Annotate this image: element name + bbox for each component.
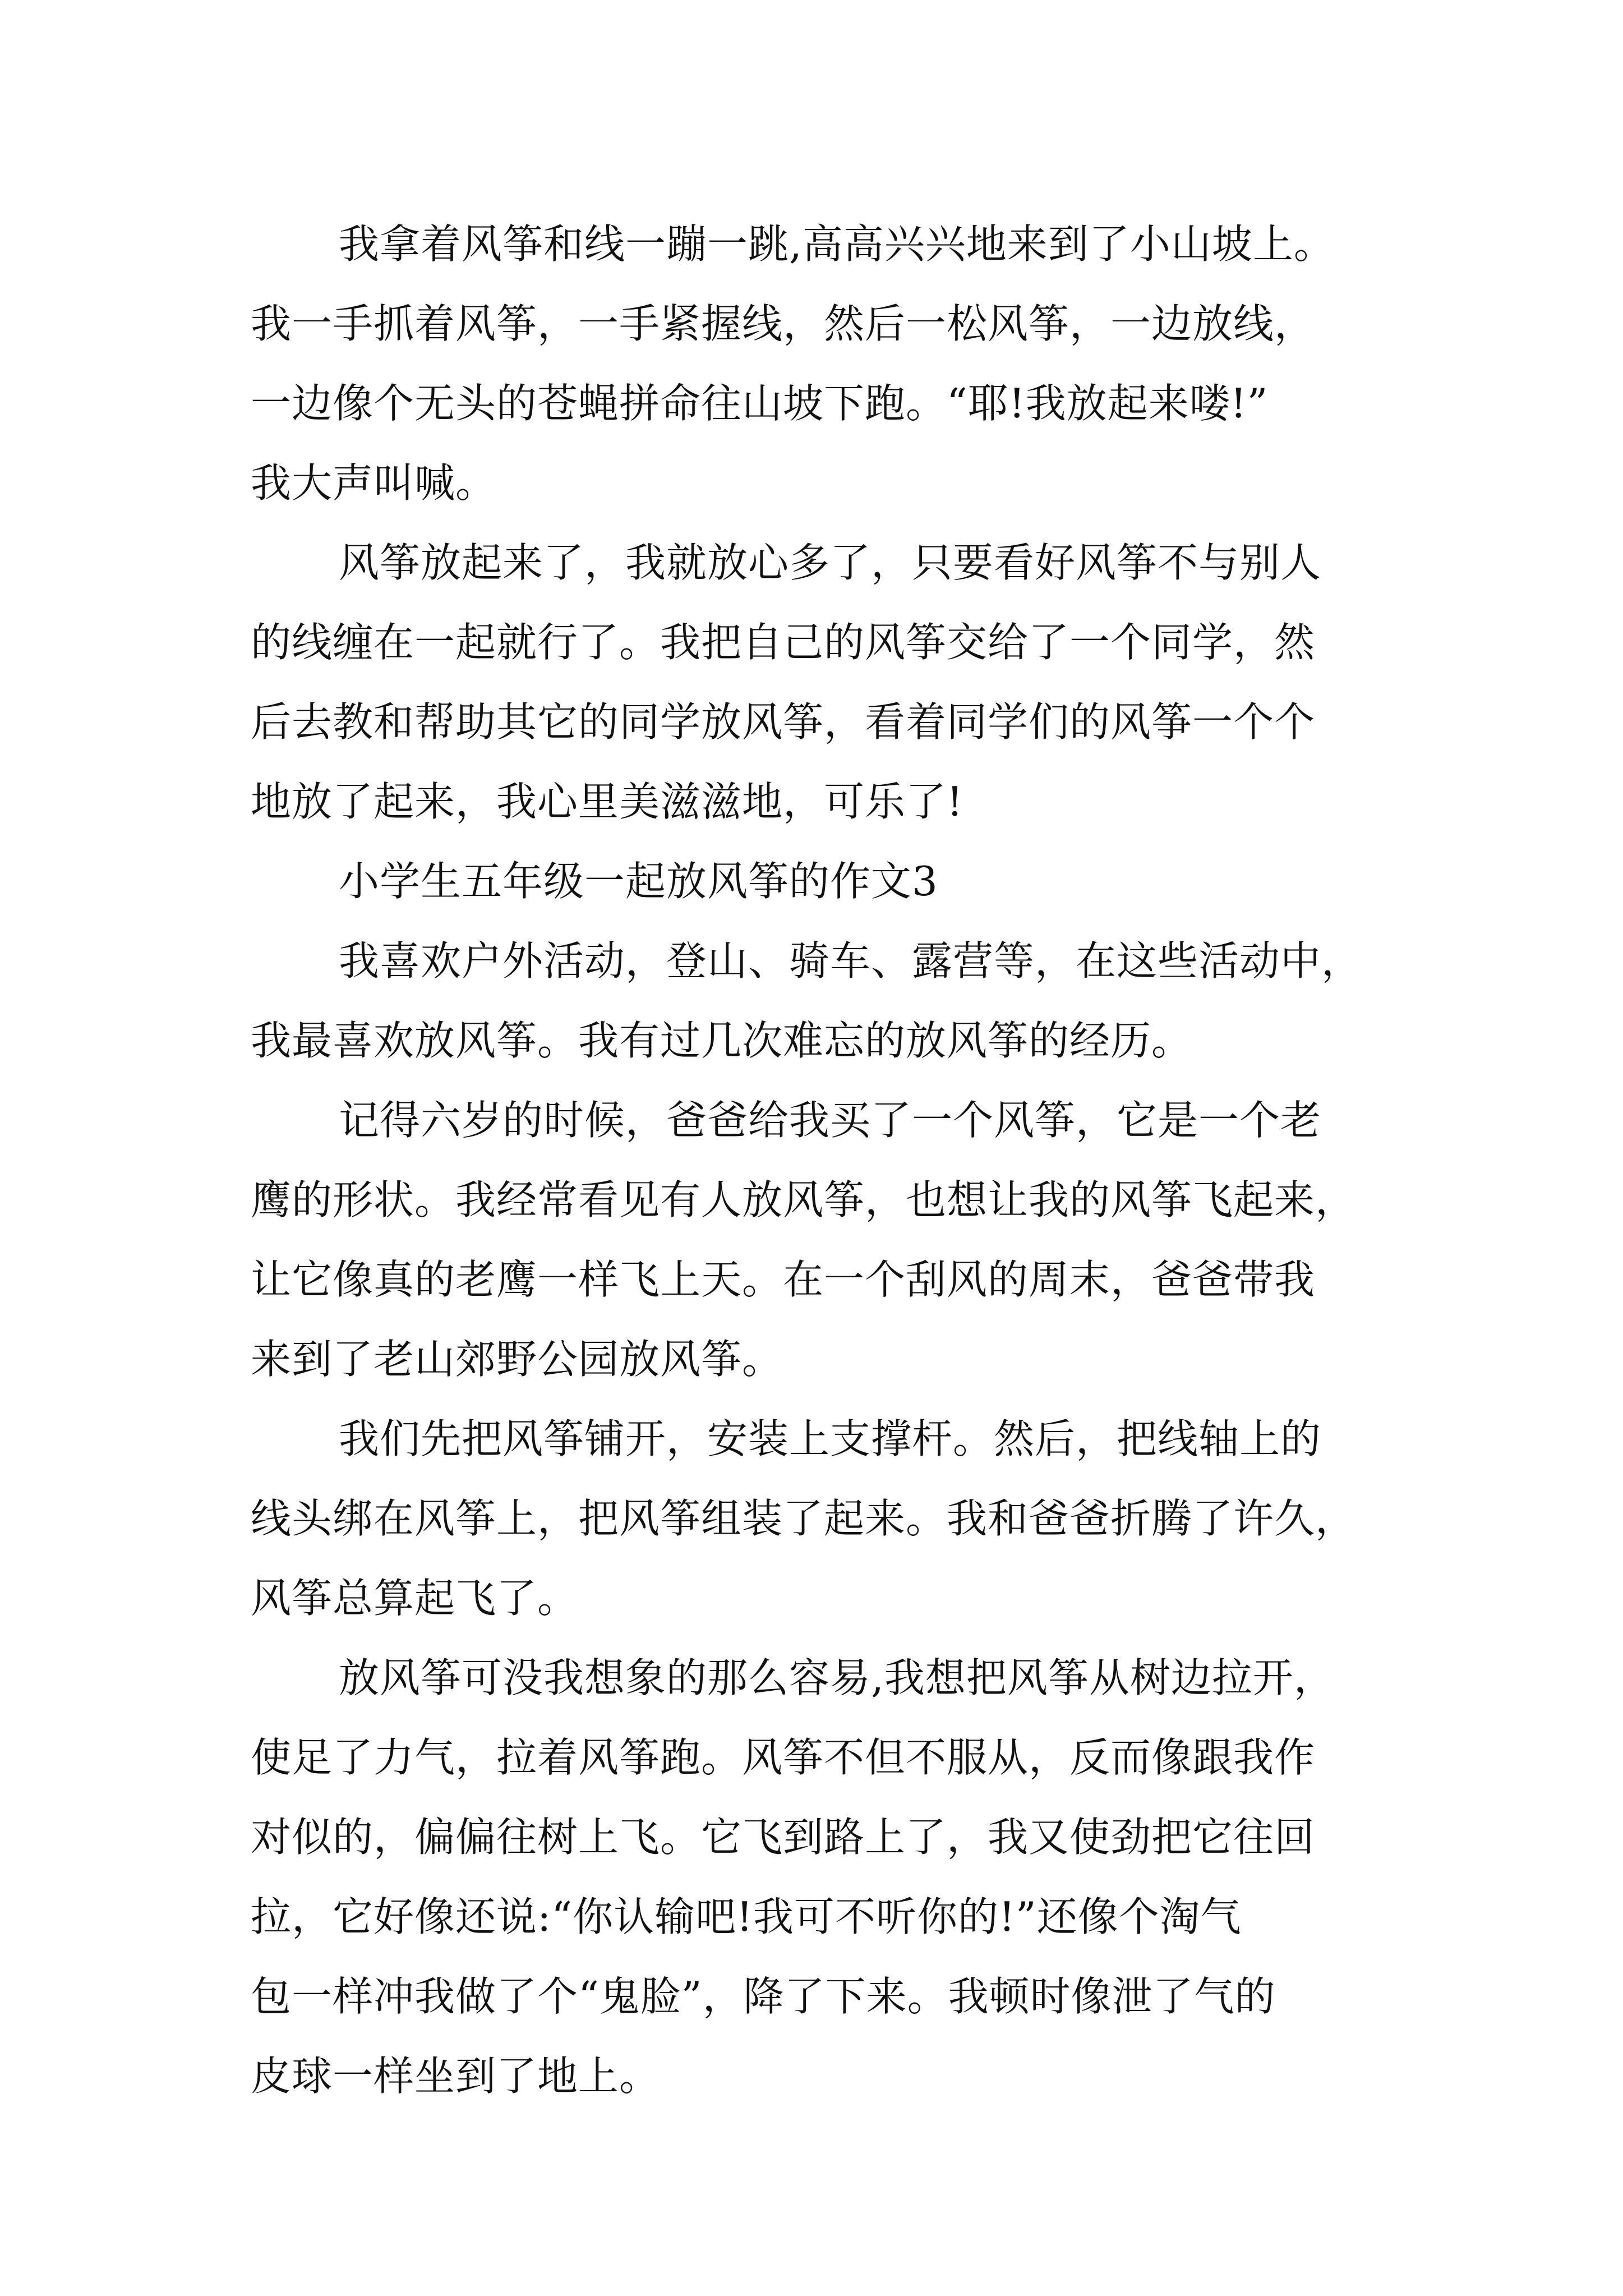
text-line-18: 风筝总算起飞了。 (251, 1575, 579, 1622)
text-line-21: 对似的，偏偏往树上飞。它飞到路上了，我又使劲把它往回 (251, 1814, 1316, 1861)
text-line-3: 一边像个无头的苍蝇拼命往山坡下跑。“耶!我放起来喽!” (251, 380, 1269, 427)
text-line-7: 后去教和帮助其它的同学放风筝，看着同学们的风筝一个个 (251, 698, 1316, 746)
text-line-5: 风筝放起来了，我就放心多了，只要看好风筝不与别人 (339, 539, 1322, 586)
text-line-19: 放风筝可没我想象的那么容易,我想把风筝从树边拉开， (339, 1654, 1335, 1701)
text-line-4: 我大声叫喊。 (251, 459, 497, 507)
text-line-10: 我喜欢户外活动，登山、骑车、露营等，在这些活动中， (339, 937, 1363, 984)
text-line-6: 的线缠在一起就行了。我把自己的风筝交给了一个同学，然 (251, 619, 1316, 666)
text-line-15: 来到了老山郊野公园放风筝。 (251, 1336, 783, 1383)
text-line-2: 我一手抓着风筝，一手紧握线，然后一松风筝，一边放线， (251, 300, 1316, 347)
text-line-13: 鹰的形状。我经常看见有人放风筝，也想让我的风筝飞起来， (251, 1176, 1357, 1223)
text-line-23: 包一样冲我做了个“鬼脸”，降了下来。我顿时像泄了气的 (251, 1973, 1276, 2020)
text-line-17: 线头绑在风筝上，把风筝组装了起来。我和爸爸折腾了许久， (251, 1495, 1357, 1542)
text-line-11: 我最喜欢放风筝。我有过几次难忘的放风筝的经历。 (251, 1017, 1193, 1064)
section-heading: 小学生五年级一起放风筝的作文3 (339, 858, 938, 905)
text-line-16: 我们先把风筝铺开，安装上支撑杆。然后，把线轴上的 (339, 1415, 1322, 1462)
text-line-1: 我拿着风筝和线一蹦一跳,高高兴兴地来到了小山坡上。 (339, 220, 1335, 268)
text-line-14: 让它像真的老鹰一样飞上天。在一个刮风的周末，爸爸带我 (251, 1256, 1316, 1303)
text-line-12: 记得六岁的时候，爸爸给我买了一个风筝，它是一个老 (339, 1097, 1322, 1144)
text-line-24: 皮球一样坐到了地上。 (251, 2053, 661, 2100)
text-line-20: 使足了力气，拉着风筝跑。风筝不但不服从，反而像跟我作 (251, 1734, 1316, 1781)
text-line-8: 地放了起来，我心里美滋滋地，可乐了! (251, 778, 963, 825)
text-line-22: 拉，它好像还说:“你认输吧!我可不听你的!”还像个淘气 (251, 1893, 1242, 1940)
